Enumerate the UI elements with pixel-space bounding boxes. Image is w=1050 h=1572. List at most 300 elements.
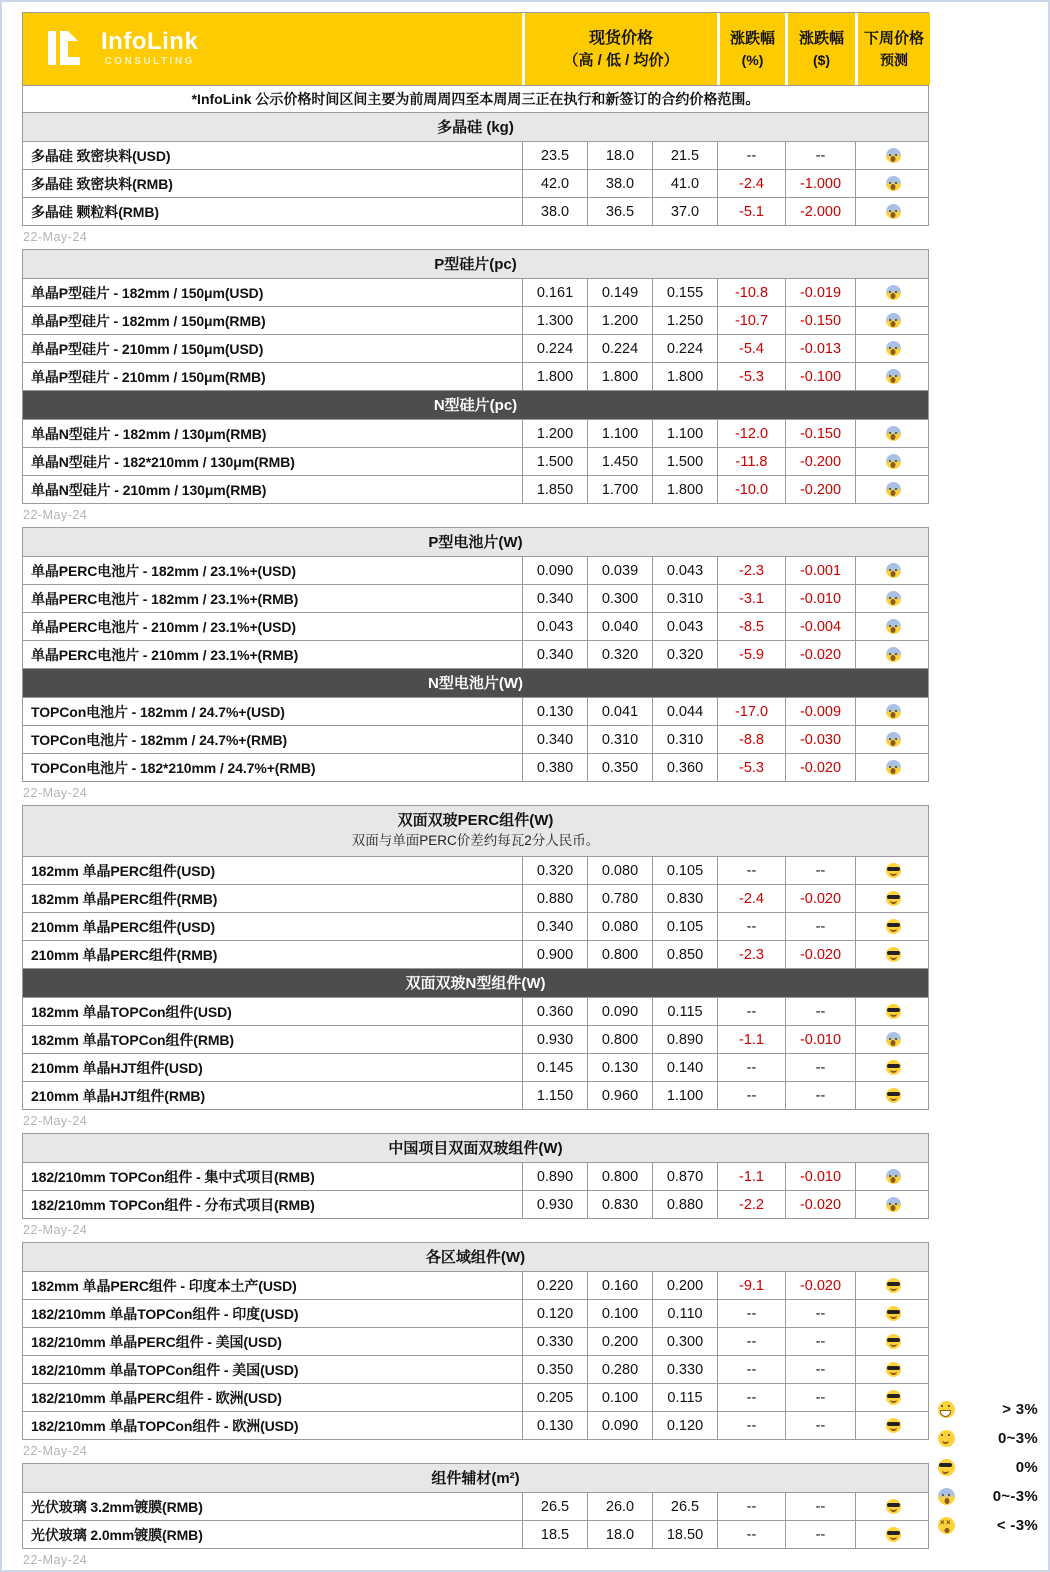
change-pct: -2.4 [717,885,785,912]
price-high: 0.340 [522,913,587,940]
sunglasses-emoji-icon [886,1527,901,1542]
legend-label: > 3% [1002,1401,1038,1418]
forecast-cell [855,885,930,912]
date-stamp: 22-May-24 [23,508,88,522]
section-title: 各区域组件(W) [425,1249,526,1266]
product-name: 多晶硅 致密块料(RMB) [31,175,173,192]
price-high: 0.340 [522,585,587,612]
product-name: 单晶PERC电池片 - 210mm / 23.1%+(RMB) [31,646,299,663]
change-usd: -- [785,1082,855,1109]
table-row [23,584,928,612]
scream-emoji-icon [886,619,901,634]
price-high: 0.350 [522,1356,587,1383]
sunglasses-emoji-icon [886,919,901,934]
product-name: 182/210mm 单晶PERC组件 - 美国(USD) [31,1333,282,1350]
price-avg: 0.115 [652,998,717,1025]
price-low: 0.090 [587,998,652,1025]
table-row [23,753,928,781]
table-row [23,1025,928,1053]
change-pct: -- [717,1412,785,1439]
change-usd: -0.100 [785,363,855,390]
price-low: 0.080 [587,913,652,940]
price-avg: 0.155 [652,279,717,306]
section-title: N型电池片(W) [428,675,523,692]
price-avg: 0.320 [652,641,717,668]
price-low: 0.280 [587,1356,652,1383]
table-row [23,697,928,725]
price-low: 0.320 [587,641,652,668]
price-low: 18.0 [587,1521,652,1548]
product-name: 单晶PERC电池片 - 182mm / 23.1%+(USD) [31,562,296,579]
change-usd: -- [785,1300,855,1327]
table-row [23,1081,928,1109]
sunglasses-emoji-icon [938,1459,955,1476]
price-avg: 1.100 [652,420,717,447]
section-title: 中国项目双面双玻组件(W) [388,1140,563,1157]
section-header [23,669,928,697]
change-usd: -0.020 [785,1191,855,1218]
change-usd-sublabel: ($) [812,51,831,68]
forecast-cell [855,1521,930,1548]
product-name: 182mm 单晶TOPCon组件(RMB) [31,1031,234,1048]
product-name: TOPCon电池片 - 182*210mm / 24.7%+(RMB) [31,759,316,776]
price-low: 0.800 [587,941,652,968]
sunglasses-emoji-icon [886,1499,901,1514]
change-pct: -- [717,998,785,1025]
forecast-cell [855,363,930,390]
section-table [22,968,929,1110]
forecast-cell [855,1384,930,1411]
scream-emoji-icon [886,313,901,328]
product-name: 单晶N型硅片 - 182*210mm / 130μm(RMB) [31,453,295,470]
price-high: 1.800 [522,363,587,390]
section-header [23,1464,928,1492]
price-low: 0.800 [587,1026,652,1053]
date-stamp: 22-May-24 [23,1444,88,1458]
scream-emoji-icon [938,1488,955,1505]
change-usd: -- [785,1384,855,1411]
product-name: 多晶硅 致密块料(USD) [31,147,171,164]
product-name: 182mm 单晶PERC组件(RMB) [31,890,218,907]
change-usd: -0.030 [785,726,855,753]
change-usd: -- [785,1493,855,1520]
price-avg: 26.5 [652,1493,717,1520]
date-stamp: 22-May-24 [23,1553,88,1567]
price-low: 1.800 [587,363,652,390]
price-avg: 1.800 [652,363,717,390]
price-low: 0.040 [587,613,652,640]
scream-emoji-icon [886,285,901,300]
section-header [23,391,928,419]
price-high: 0.340 [522,641,587,668]
change-usd: -- [785,1328,855,1355]
change-pct: -5.4 [717,335,785,362]
table-row [23,475,928,503]
price-avg: 0.880 [652,1191,717,1218]
change-usd: -0.200 [785,448,855,475]
table-row [23,419,928,447]
scream-emoji-icon [886,482,901,497]
section-title: 组件辅材(m²) [431,1470,520,1487]
price-high: 0.360 [522,998,587,1025]
forecast-cell [855,998,930,1025]
forecast-sublabel: 预测 [880,51,908,68]
change-pct: -- [717,1493,785,1520]
table-header [22,12,929,85]
price-avg: 0.850 [652,941,717,968]
table-row [23,1271,928,1299]
infolink-logo-text [101,29,198,70]
legend-label: 0% [1015,1459,1038,1476]
change-usd: -- [785,1521,855,1548]
price-avg: 0.224 [652,335,717,362]
price-avg: 0.200 [652,1272,717,1299]
table-row [23,447,928,475]
forecast-cell [855,613,930,640]
price-low: 1.100 [587,420,652,447]
price-avg: 0.330 [652,1356,717,1383]
change-pct: -- [717,142,785,169]
table-row [23,1053,928,1081]
price-high: 0.205 [522,1384,587,1411]
legend-item [932,1482,1040,1511]
date-stamp: 22-May-24 [23,786,88,800]
section-title: P型电池片(W) [428,534,523,551]
price-high: 0.130 [522,698,587,725]
price-low: 0.080 [587,857,652,884]
forecast-cell [855,448,930,475]
spot-price-label: 现货价格 [588,29,653,47]
price-low: 0.310 [587,726,652,753]
price-low: 18.0 [587,142,652,169]
change-pct: -5.3 [717,363,785,390]
table-row [23,556,928,584]
scream-emoji-icon [886,1169,901,1184]
section-header [23,250,928,278]
forecast-cell [855,279,930,306]
product-name: 单晶P型硅片 - 182mm / 150μm(USD) [31,284,264,301]
change-pct: -9.1 [717,1272,785,1299]
price-low: 0.039 [587,557,652,584]
table-row [23,1492,928,1520]
table-row [23,1383,928,1411]
change-pct: -- [717,1054,785,1081]
table-row [23,1299,928,1327]
forecast-cell [855,1272,930,1299]
change-usd: -- [785,1054,855,1081]
section-table [22,390,929,504]
sunglasses-emoji-icon [886,1418,901,1433]
change-pct: -- [717,1521,785,1548]
table-row [23,912,928,940]
change-pct: -2.4 [717,170,785,197]
change-usd: -0.200 [785,476,855,503]
forecast-cell [855,941,930,968]
change-pct-label: 涨跌幅 [729,29,775,47]
product-name: 光伏玻璃 2.0mm镀膜(RMB) [31,1526,203,1543]
table-row [23,725,928,753]
section-header [23,1243,928,1271]
table-row [23,306,928,334]
legend-label: 0~-3% [992,1488,1038,1505]
price-low: 0.041 [587,698,652,725]
price-low: 38.0 [587,170,652,197]
price-avg: 0.105 [652,857,717,884]
product-name: 182/210mm 单晶TOPCon组件 - 美国(USD) [31,1361,299,1378]
product-name: TOPCon电池片 - 182mm / 24.7%+(RMB) [31,731,288,748]
product-name: 单晶P型硅片 - 210mm / 150μm(RMB) [31,368,266,385]
table-row [23,141,928,169]
legend-label: < -3% [996,1517,1038,1534]
scream-emoji-icon [886,426,901,441]
scream-emoji-icon [886,1197,901,1212]
column-header-spot-price [522,13,717,85]
change-pct: -8.5 [717,613,785,640]
date-stamp: 22-May-24 [23,1114,88,1128]
price-avg: 0.360 [652,754,717,781]
price-low: 0.149 [587,279,652,306]
price-avg: 0.300 [652,1328,717,1355]
change-usd: -0.020 [785,641,855,668]
price-avg: 1.500 [652,448,717,475]
price-low: 0.800 [587,1163,652,1190]
table-row [23,278,928,306]
forecast-cell [855,1163,930,1190]
scream-emoji-icon [886,647,901,662]
change-usd: -- [785,1412,855,1439]
price-high: 1.300 [522,307,587,334]
product-name: 182/210mm 单晶PERC组件 - 欧洲(USD) [31,1389,282,1406]
change-pct: -5.9 [717,641,785,668]
grin-emoji-icon [938,1401,955,1418]
product-name: 单晶P型硅片 - 182mm / 150μm(RMB) [31,312,266,329]
price-low: 0.830 [587,1191,652,1218]
change-pct: -- [717,1082,785,1109]
forecast-cell [855,1493,930,1520]
section-table [22,805,929,969]
section-header [23,806,928,856]
column-header-change-usd [785,13,855,85]
change-pct: -2.3 [717,557,785,584]
price-high: 23.5 [522,142,587,169]
forecast-cell [855,142,930,169]
price-avg: 1.250 [652,307,717,334]
product-name: 单晶N型硅片 - 210mm / 130μm(RMB) [31,481,267,498]
change-pct: -5.1 [717,198,785,225]
price-low: 0.130 [587,1054,652,1081]
change-usd: -2.000 [785,198,855,225]
price-high: 0.340 [522,726,587,753]
forecast-cell [855,170,930,197]
sunglasses-emoji-icon [886,1390,901,1405]
table-row [23,1190,928,1218]
dizzy-emoji-icon [938,1517,955,1534]
product-name: 210mm 单晶HJT组件(RMB) [31,1087,205,1104]
forecast-cell [855,754,930,781]
change-pct: -10.0 [717,476,785,503]
price-avg: 0.890 [652,1026,717,1053]
price-avg: 0.043 [652,557,717,584]
price-low: 0.100 [587,1300,652,1327]
product-name: 182mm 单晶PERC组件 - 印度本土产(USD) [31,1277,297,1294]
legend-item [932,1511,1040,1540]
scream-emoji-icon [886,148,901,163]
forecast-cell [855,585,930,612]
section-table [22,1133,929,1219]
change-usd: -0.004 [785,613,855,640]
table-row [23,640,928,668]
section-title: 双面双玻PERC组件(W) [397,812,554,829]
price-low: 0.100 [587,1384,652,1411]
forecast-cell [855,726,930,753]
table-row [23,612,928,640]
brand-subtitle: CONSULTING [104,55,195,67]
price-low: 0.960 [587,1082,652,1109]
section-table [22,249,929,391]
table-row [23,997,928,1025]
price-low: 0.300 [587,585,652,612]
price-sheet [22,12,929,1572]
price-low: 0.090 [587,1412,652,1439]
change-pct: -17.0 [717,698,785,725]
price-avg: 0.140 [652,1054,717,1081]
table-row [23,169,928,197]
price-high: 26.5 [522,1493,587,1520]
table-row [23,940,928,968]
change-usd: -0.150 [785,307,855,334]
price-avg: 0.115 [652,1384,717,1411]
forecast-cell [855,1191,930,1218]
scream-emoji-icon [886,369,901,384]
spot-price-sublabel: （高 / 低 / 均价） [563,51,679,69]
change-usd: -0.019 [785,279,855,306]
price-avg: 0.044 [652,698,717,725]
change-usd: -0.010 [785,1026,855,1053]
change-pct: -5.3 [717,754,785,781]
price-avg: 0.043 [652,613,717,640]
section-table [22,112,929,226]
product-name: 182mm 单晶PERC组件(USD) [31,862,216,879]
product-name: 182/210mm 单晶TOPCon组件 - 印度(USD) [31,1305,299,1322]
price-high: 0.090 [522,557,587,584]
price-low: 0.160 [587,1272,652,1299]
product-name: 182mm 单晶TOPCon组件(USD) [31,1003,232,1020]
change-pct: -- [717,913,785,940]
price-low: 1.200 [587,307,652,334]
infolink-logo [23,13,522,85]
forecast-cell [855,1412,930,1439]
price-low: 0.200 [587,1328,652,1355]
forecast-cell [855,698,930,725]
legend-item [932,1453,1040,1482]
change-pct: -- [717,857,785,884]
date-stamp: 22-May-24 [23,230,88,244]
table-row [23,1162,928,1190]
forecast-label: 下周价格 [863,29,924,47]
price-high: 0.930 [522,1026,587,1053]
forecast-cell [855,1082,930,1109]
change-pct: -2.3 [717,941,785,968]
product-name: 光伏玻璃 3.2mm镀膜(RMB) [31,1498,203,1515]
sunglasses-emoji-icon [886,1060,901,1075]
section-table [22,1242,929,1440]
section-header [23,969,928,997]
scream-emoji-icon [886,563,901,578]
price-high: 0.320 [522,857,587,884]
change-usd: -0.009 [785,698,855,725]
price-low: 0.780 [587,885,652,912]
price-avg: 18.50 [652,1521,717,1548]
change-usd: -0.013 [785,335,855,362]
price-high: 18.5 [522,1521,587,1548]
table-row [23,197,928,225]
forecast-cell [855,857,930,884]
scream-emoji-icon [886,1032,901,1047]
sunglasses-emoji-icon [886,1306,901,1321]
legend-item [932,1395,1040,1424]
product-name: 210mm 单晶HJT组件(USD) [31,1059,203,1076]
price-avg: 37.0 [652,198,717,225]
product-name: 182/210mm TOPCon组件 - 集中式项目(RMB) [31,1168,315,1185]
table-row [23,1327,928,1355]
change-pct: -- [717,1300,785,1327]
price-high: 0.380 [522,754,587,781]
price-high: 0.224 [522,335,587,362]
price-high: 1.850 [522,476,587,503]
price-high: 0.330 [522,1328,587,1355]
change-pct: -1.1 [717,1163,785,1190]
section-table [22,1463,929,1549]
price-high: 1.500 [522,448,587,475]
sunglasses-emoji-icon [886,863,901,878]
product-name: 210mm 单晶PERC组件(RMB) [31,946,218,963]
change-pct: -12.0 [717,420,785,447]
table-row [23,362,928,390]
product-name: 单晶P型硅片 - 210mm / 150μm(USD) [31,340,264,357]
table-row [23,334,928,362]
change-pct: -10.8 [717,279,785,306]
date-stamp: 22-May-24 [23,1223,88,1237]
product-name: 单晶N型硅片 - 182mm / 130μm(RMB) [31,425,267,442]
change-pct: -8.8 [717,726,785,753]
price-avg: 1.100 [652,1082,717,1109]
change-usd: -- [785,142,855,169]
price-high: 0.900 [522,941,587,968]
product-name: 多晶硅 颗粒料(RMB) [31,203,159,220]
sunglasses-emoji-icon [886,947,901,962]
section-header [23,528,928,556]
change-pct: -- [717,1328,785,1355]
price-high: 0.130 [522,1412,587,1439]
change-usd: -- [785,998,855,1025]
forecast-cell [855,1356,930,1383]
change-pct: -11.8 [717,448,785,475]
forecast-cell [855,476,930,503]
sunglasses-emoji-icon [886,1278,901,1293]
price-high: 42.0 [522,170,587,197]
scream-emoji-icon [886,204,901,219]
price-low: 0.350 [587,754,652,781]
forecast-cell [855,557,930,584]
price-high: 0.161 [522,279,587,306]
section-title: 多晶硅 (kg) [437,119,514,136]
product-name: TOPCon电池片 - 182mm / 24.7%+(USD) [31,703,285,720]
legend-label: 0~3% [998,1430,1038,1447]
change-usd: -- [785,1356,855,1383]
forecast-cell [855,335,930,362]
scream-emoji-icon [886,704,901,719]
price-avg: 0.830 [652,885,717,912]
